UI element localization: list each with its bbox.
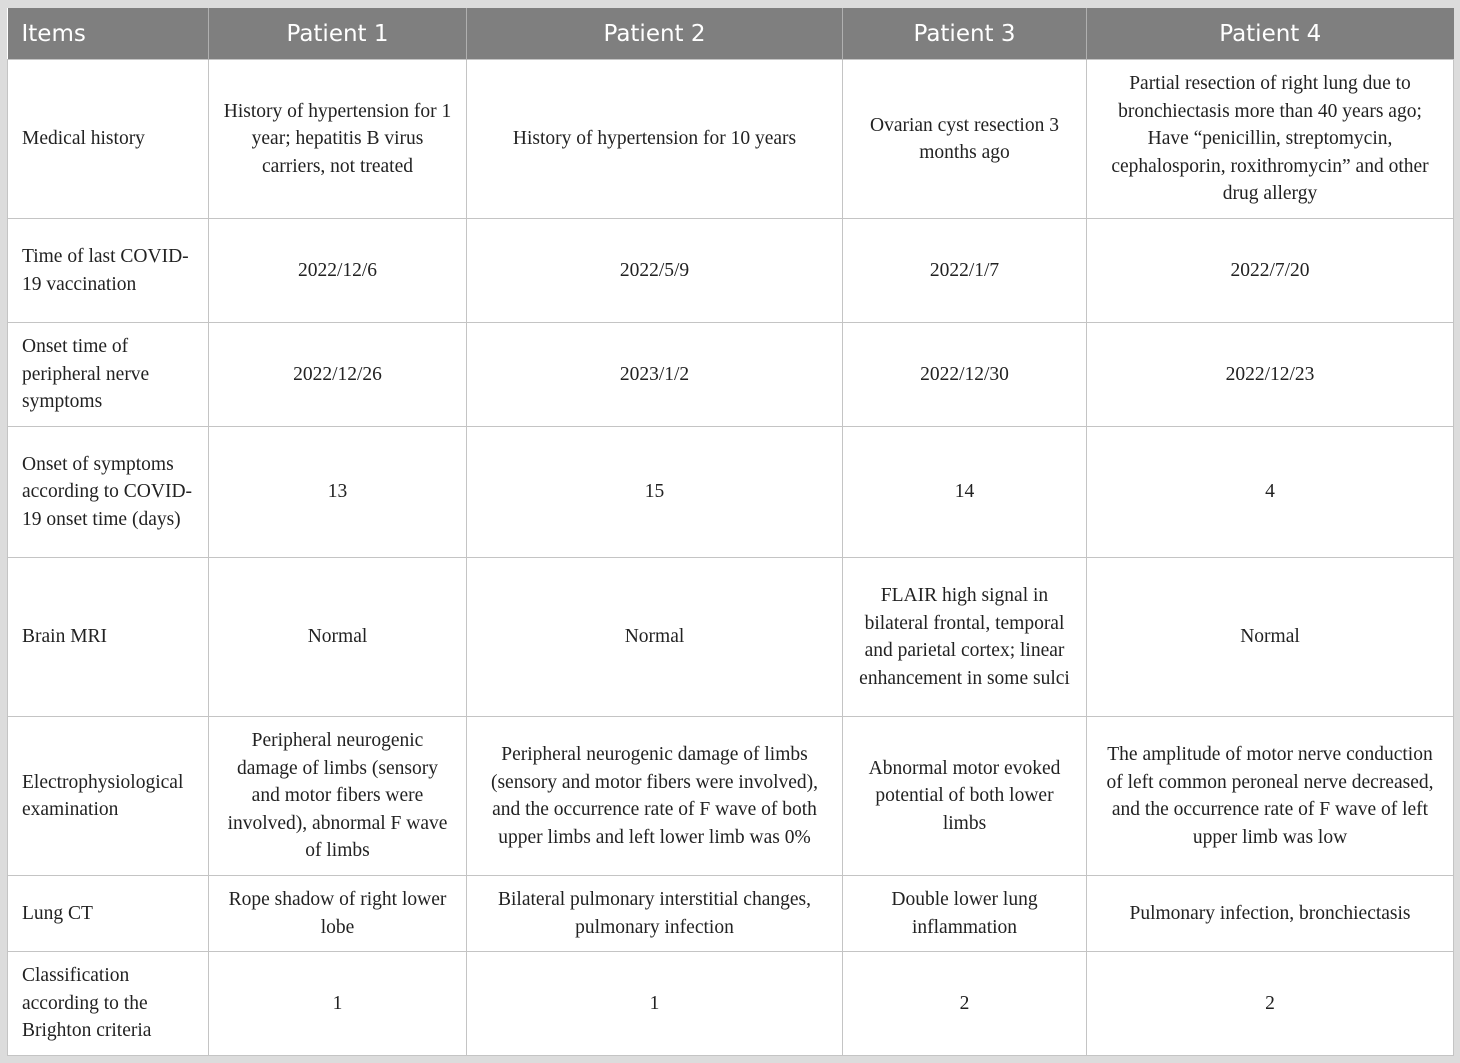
table-cell: FLAIR high signal in bilateral frontal, temporal and parietal cortex; linear enhancement in some sulci [843,558,1087,717]
table-cell: 2 [1087,952,1454,1056]
table-cell: History of hypertension for 10 years [467,60,843,219]
row-label: Brain MRI [8,558,209,717]
table-cell: Abnormal motor evoked potential of both lower limbs [843,717,1087,876]
table-cell: 1 [467,952,843,1056]
table-row-vaccination [8,219,1454,323]
table-cell: 2022/5/9 [467,219,843,323]
row-label: Electrophysiological examination [8,717,209,876]
table-cell: 2022/12/6 [209,219,467,323]
table-row-onset-days [8,427,1454,558]
row-label: Lung CT [8,876,209,952]
table-cell: Peripheral neurogenic damage of limbs (sensory and motor fibers were involved), and the occurrence rate of F wave of both upper limbs and left lower limb was 0% [467,717,843,876]
table-cell: 2022/12/23 [1087,323,1454,427]
row-label: Onset of symptoms according to COVID-19 onset time (days) [8,427,209,558]
table-cell: Bilateral pulmonary interstitial changes, pulmonary infection [467,876,843,952]
table-cell: History of hypertension for 1 year; hepatitis B virus carriers, not treated [209,60,467,219]
table-cell: 2022/1/7 [843,219,1087,323]
table-cell: 2023/1/2 [467,323,843,427]
table-cell: Normal [209,558,467,717]
table-row-electrophysiology [8,717,1454,876]
table-frame [7,8,1453,1056]
table-cell: Normal [1087,558,1454,717]
row-label: Classification according to the Brighton criteria [8,952,209,1056]
column-header-patient-2: Patient 2 [467,8,843,60]
table-cell: Rope shadow of right lower lobe [209,876,467,952]
row-label: Medical history [8,60,209,219]
table-cell: Normal [467,558,843,717]
table-cell: Partial resection of right lung due to bronchiectasis more than 40 years ago; Have “penicillin, streptomycin, cephalosporin, roxithromycin” and other drug allergy [1087,60,1454,219]
table-cell: The amplitude of motor nerve conduction of left common peroneal nerve decreased, and the occurrence rate of F wave of left upper limb was low [1087,717,1454,876]
table-row-medical-history [8,60,1454,219]
row-label: Onset time of peripheral nerve symptoms [8,323,209,427]
column-header-patient-1: Patient 1 [209,8,467,60]
table-cell: 13 [209,427,467,558]
column-header-patient-4: Patient 4 [1087,8,1454,60]
table-cell: Ovarian cyst resection 3 months ago [843,60,1087,219]
table-row-nerve-onset [8,323,1454,427]
column-header-patient-3: Patient 3 [843,8,1087,60]
patient-comparison-table [7,8,1454,1056]
column-header-items: Items [8,8,209,60]
table-cell: Double lower lung inflammation [843,876,1087,952]
table-cell: 2022/12/26 [209,323,467,427]
table-cell: Pulmonary infection, bronchiectasis [1087,876,1454,952]
table-cell: 2 [843,952,1087,1056]
table-cell: 4 [1087,427,1454,558]
table-cell: 14 [843,427,1087,558]
row-label: Time of last COVID-19 vaccination [8,219,209,323]
table-row-brain-mri [8,558,1454,717]
table-cell: 1 [209,952,467,1056]
table-row-brighton [8,952,1454,1056]
table-cell: 2022/7/20 [1087,219,1454,323]
table-row-lung-ct [8,876,1454,952]
header-row [8,8,1454,60]
table-cell: 2022/12/30 [843,323,1087,427]
table-cell: Peripheral neurogenic damage of limbs (sensory and motor fibers were involved), abnormal F wave of limbs [209,717,467,876]
table-cell: 15 [467,427,843,558]
